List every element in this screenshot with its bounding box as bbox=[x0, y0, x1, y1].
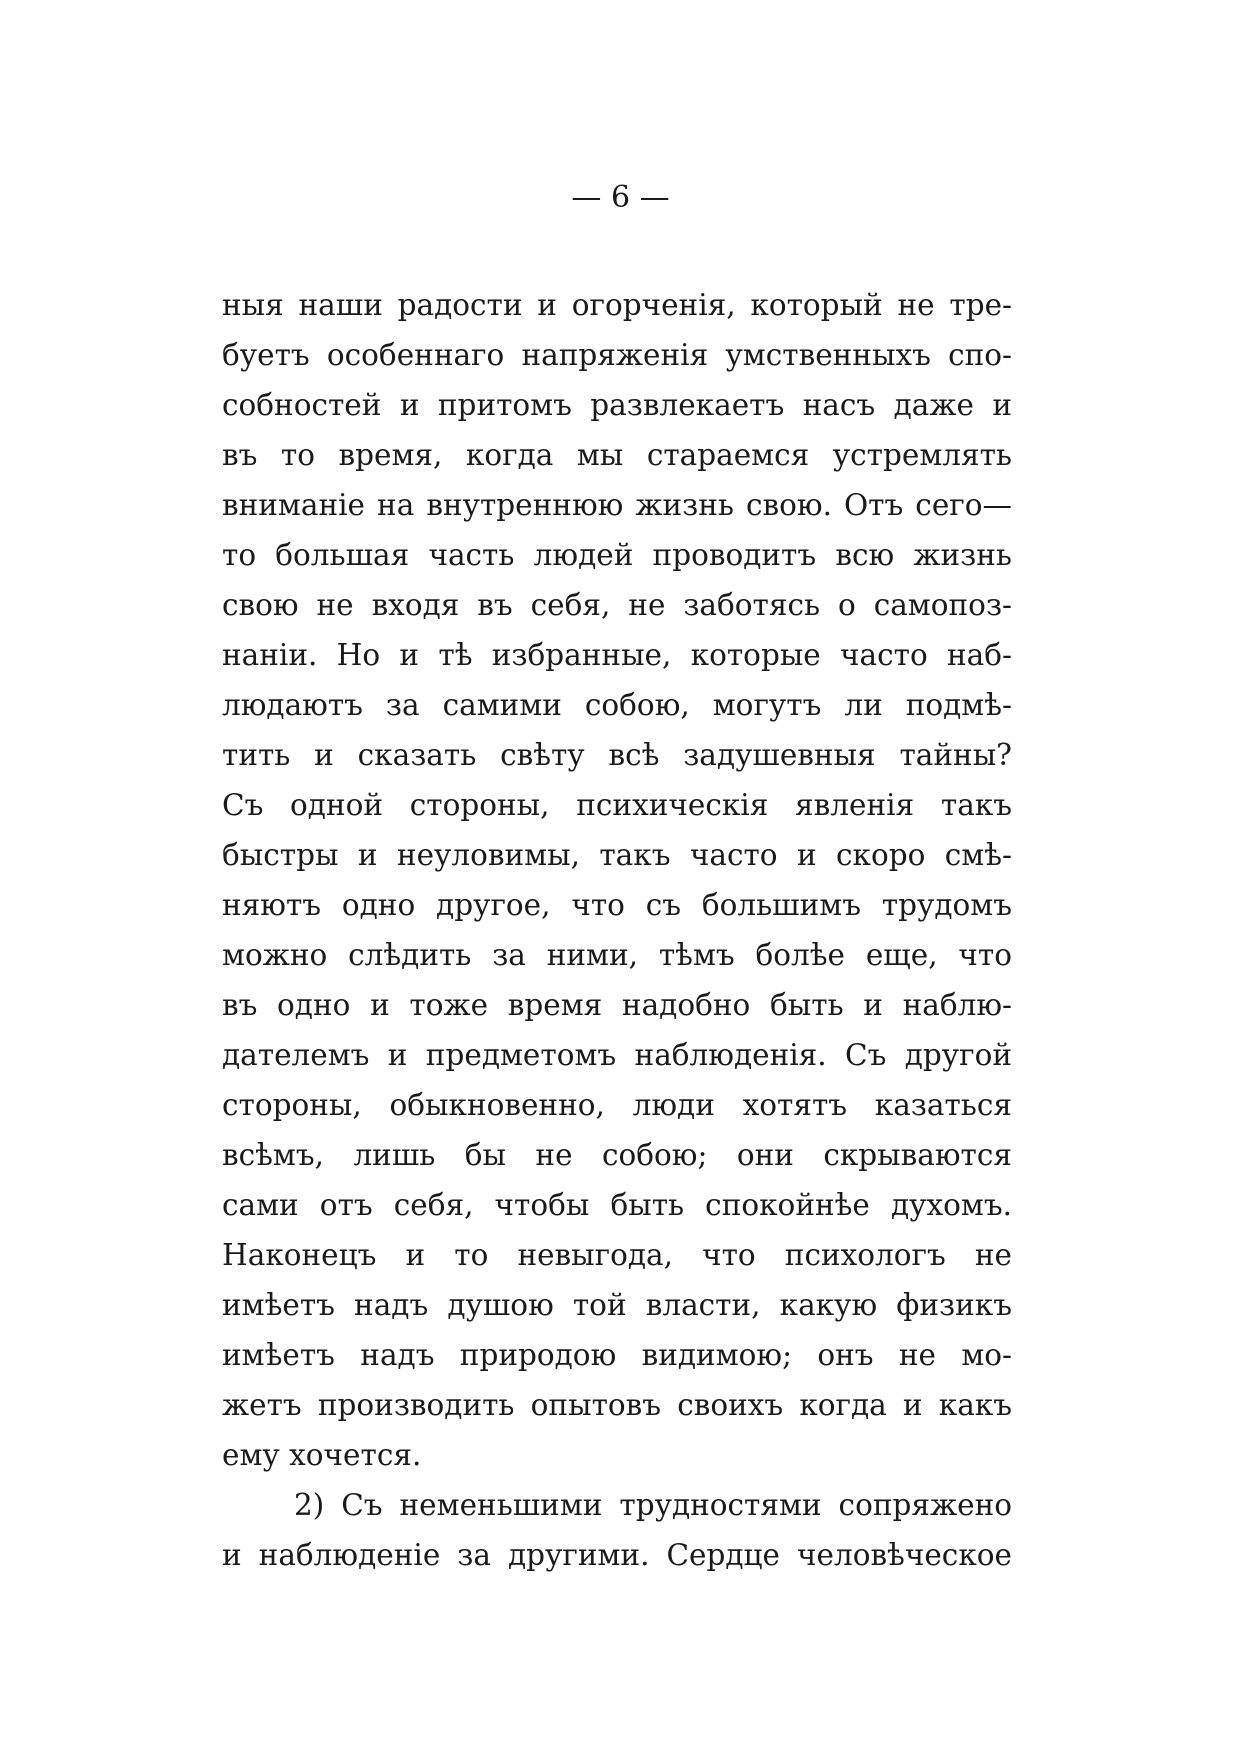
text-line: наніи. Но и тѣ избранные, которые часто наб- bbox=[222, 638, 1012, 672]
text-line: вниманіе на внутреннюю жизнь свою. Отъ сего— bbox=[222, 488, 1012, 522]
page-number: — 6 — bbox=[571, 180, 670, 215]
body-text bbox=[222, 280, 1012, 1580]
text-line: ныя наши радости и огорченія, который не тре- bbox=[222, 288, 1012, 322]
text-line: имѣетъ надъ душою той власти, какую физикъ bbox=[222, 1288, 1012, 1322]
text-line: людаютъ за самими собою, могутъ ли подмѣ- bbox=[222, 688, 1012, 722]
text-line: быстры и неуловимы, такъ часто и скоро смѣ- bbox=[222, 838, 1012, 872]
text-line: то большая часть людей проводитъ всю жизнь bbox=[222, 538, 1012, 572]
text-line: Наконецъ и то невыгода, что психологъ не bbox=[222, 1238, 1012, 1272]
text-line: въ то время, когда мы стараемся устремлять bbox=[222, 438, 1012, 472]
text-line: всѣмъ, лишь бы не собою; они скрываются bbox=[222, 1138, 1012, 1172]
text-line: ему хочется. bbox=[222, 1438, 422, 1472]
text-line: и наблюденіе за другими. Сердце человѣческое bbox=[222, 1538, 1012, 1572]
text-line: няютъ одно другое, что съ большимъ трудомъ bbox=[222, 888, 1012, 922]
text-line: 2) Съ неменьшими трудностями сопряжено bbox=[294, 1488, 1012, 1522]
text-line: сами отъ себя, чтобы быть спокойнѣе духомъ. bbox=[222, 1188, 1012, 1222]
text-line: стороны, обыкновенно, люди хотятъ казаться bbox=[222, 1088, 1012, 1122]
text-line: буетъ особеннаго напряженія умственныхъ спо- bbox=[222, 338, 1012, 372]
text-line: собностей и притомъ развлекаетъ насъ даже и bbox=[222, 388, 1012, 422]
text-line: свою не входя въ себя, не заботясь о самопоз- bbox=[222, 588, 1012, 622]
text-line: имѣетъ надъ природою видимою; онъ не мо- bbox=[222, 1338, 1012, 1372]
text-line: тить и сказать свѣту всѣ задушевныя тайны? bbox=[222, 738, 1012, 772]
text-line: можно слѣдить за ними, тѣмъ болѣе еще, что bbox=[222, 938, 1012, 972]
text-line: жетъ производить опытовъ своихъ когда и какъ bbox=[222, 1388, 1012, 1422]
text-line: Съ одной стороны, психическія явленія такъ bbox=[222, 788, 1012, 822]
text-line: въ одно и тоже время надобно быть и наблю- bbox=[222, 988, 1012, 1022]
text-line: дателемъ и предметомъ наблюденія. Съ другой bbox=[222, 1038, 1012, 1072]
